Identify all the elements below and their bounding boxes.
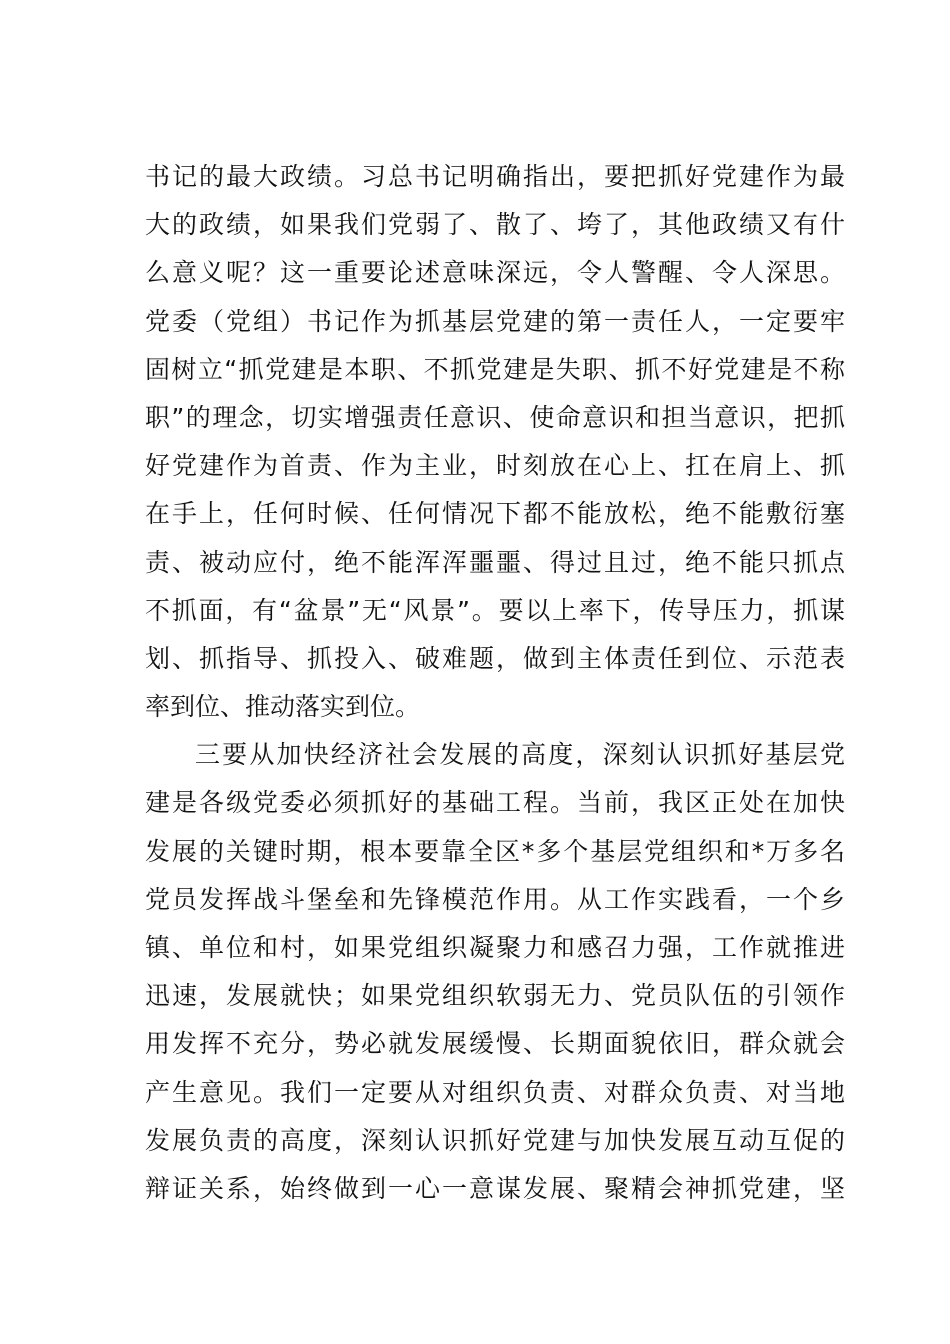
- text-line: 辩证关系，始终做到一心一意谋发展、聚精会神抓党建，坚: [145, 1173, 845, 1203]
- text-line: 书记的最大政绩。习总书记明确指出，要把抓好党建作为最: [145, 162, 845, 191]
- text-line: 党委（党组）书记作为抓基层党建的第一责任人，一定要牢: [145, 306, 845, 336]
- text-line: 镇、单位和村，如果党组织凝聚力和感召力强，工作就推进: [145, 933, 845, 962]
- text-line: 发展负责的高度，深刻认识抓好党建与加快发展互动互促的: [145, 1125, 845, 1155]
- text-line: 发展的关键时期，根本要靠全区*多个基层党组织和*万多名: [145, 836, 845, 866]
- text-line: 迅速，发展就快；如果党组织软弱无力、党员队伍的引领作: [145, 981, 845, 1011]
- text-line: 产生意见。我们一定要从对组织负责、对群众负责、对当地: [145, 1077, 845, 1107]
- text-line: 大的政绩，如果我们党弱了、散了、垮了，其他政绩又有什: [145, 210, 845, 240]
- paragraph-start-line: 三要从加快经济社会发展的高度，深刻认识抓好基层党: [195, 740, 845, 770]
- text-line: 划、抓指导、抓投入、破难题，做到主体责任到位、示范表: [145, 643, 845, 673]
- text-line: 责、被动应付，绝不能浑浑噩噩、得过且过，绝不能只抓点: [145, 547, 845, 577]
- paragraph-end-line: 率到位、推动落实到位。: [145, 692, 421, 722]
- text-line: 在手上，任何时候、任何情况下都不能放松，绝不能敷衍塞: [145, 499, 845, 529]
- text-line: 党员发挥战斗堡垒和先锋模范作用。从工作实践看，一个乡: [145, 884, 845, 914]
- text-line: 职”的理念，切实增强责任意识、使命意识和担当意识，把抓: [145, 402, 845, 432]
- text-line: 固树立“抓党建是本职、不抓党建是失职、抓不好党建是不称: [145, 354, 845, 384]
- text-line: 用发挥不充分，势必就发展缓慢、长期面貌依旧，群众就会: [145, 1029, 845, 1059]
- text-line: 好党建作为首责、作为主业，时刻放在心上、扛在肩上、抓: [145, 451, 845, 481]
- text-line: 不抓面，有“盆景”无“风景”。要以上率下，传导压力，抓谋: [145, 595, 845, 625]
- body-text: [145, 153, 845, 1213]
- text-line: 么意义呢？这一重要论述意味深远，令人警醒、令人深思。: [145, 258, 845, 288]
- text-line: 建是各级党委必须抓好的基础工程。当前，我区正处在加快: [145, 788, 845, 818]
